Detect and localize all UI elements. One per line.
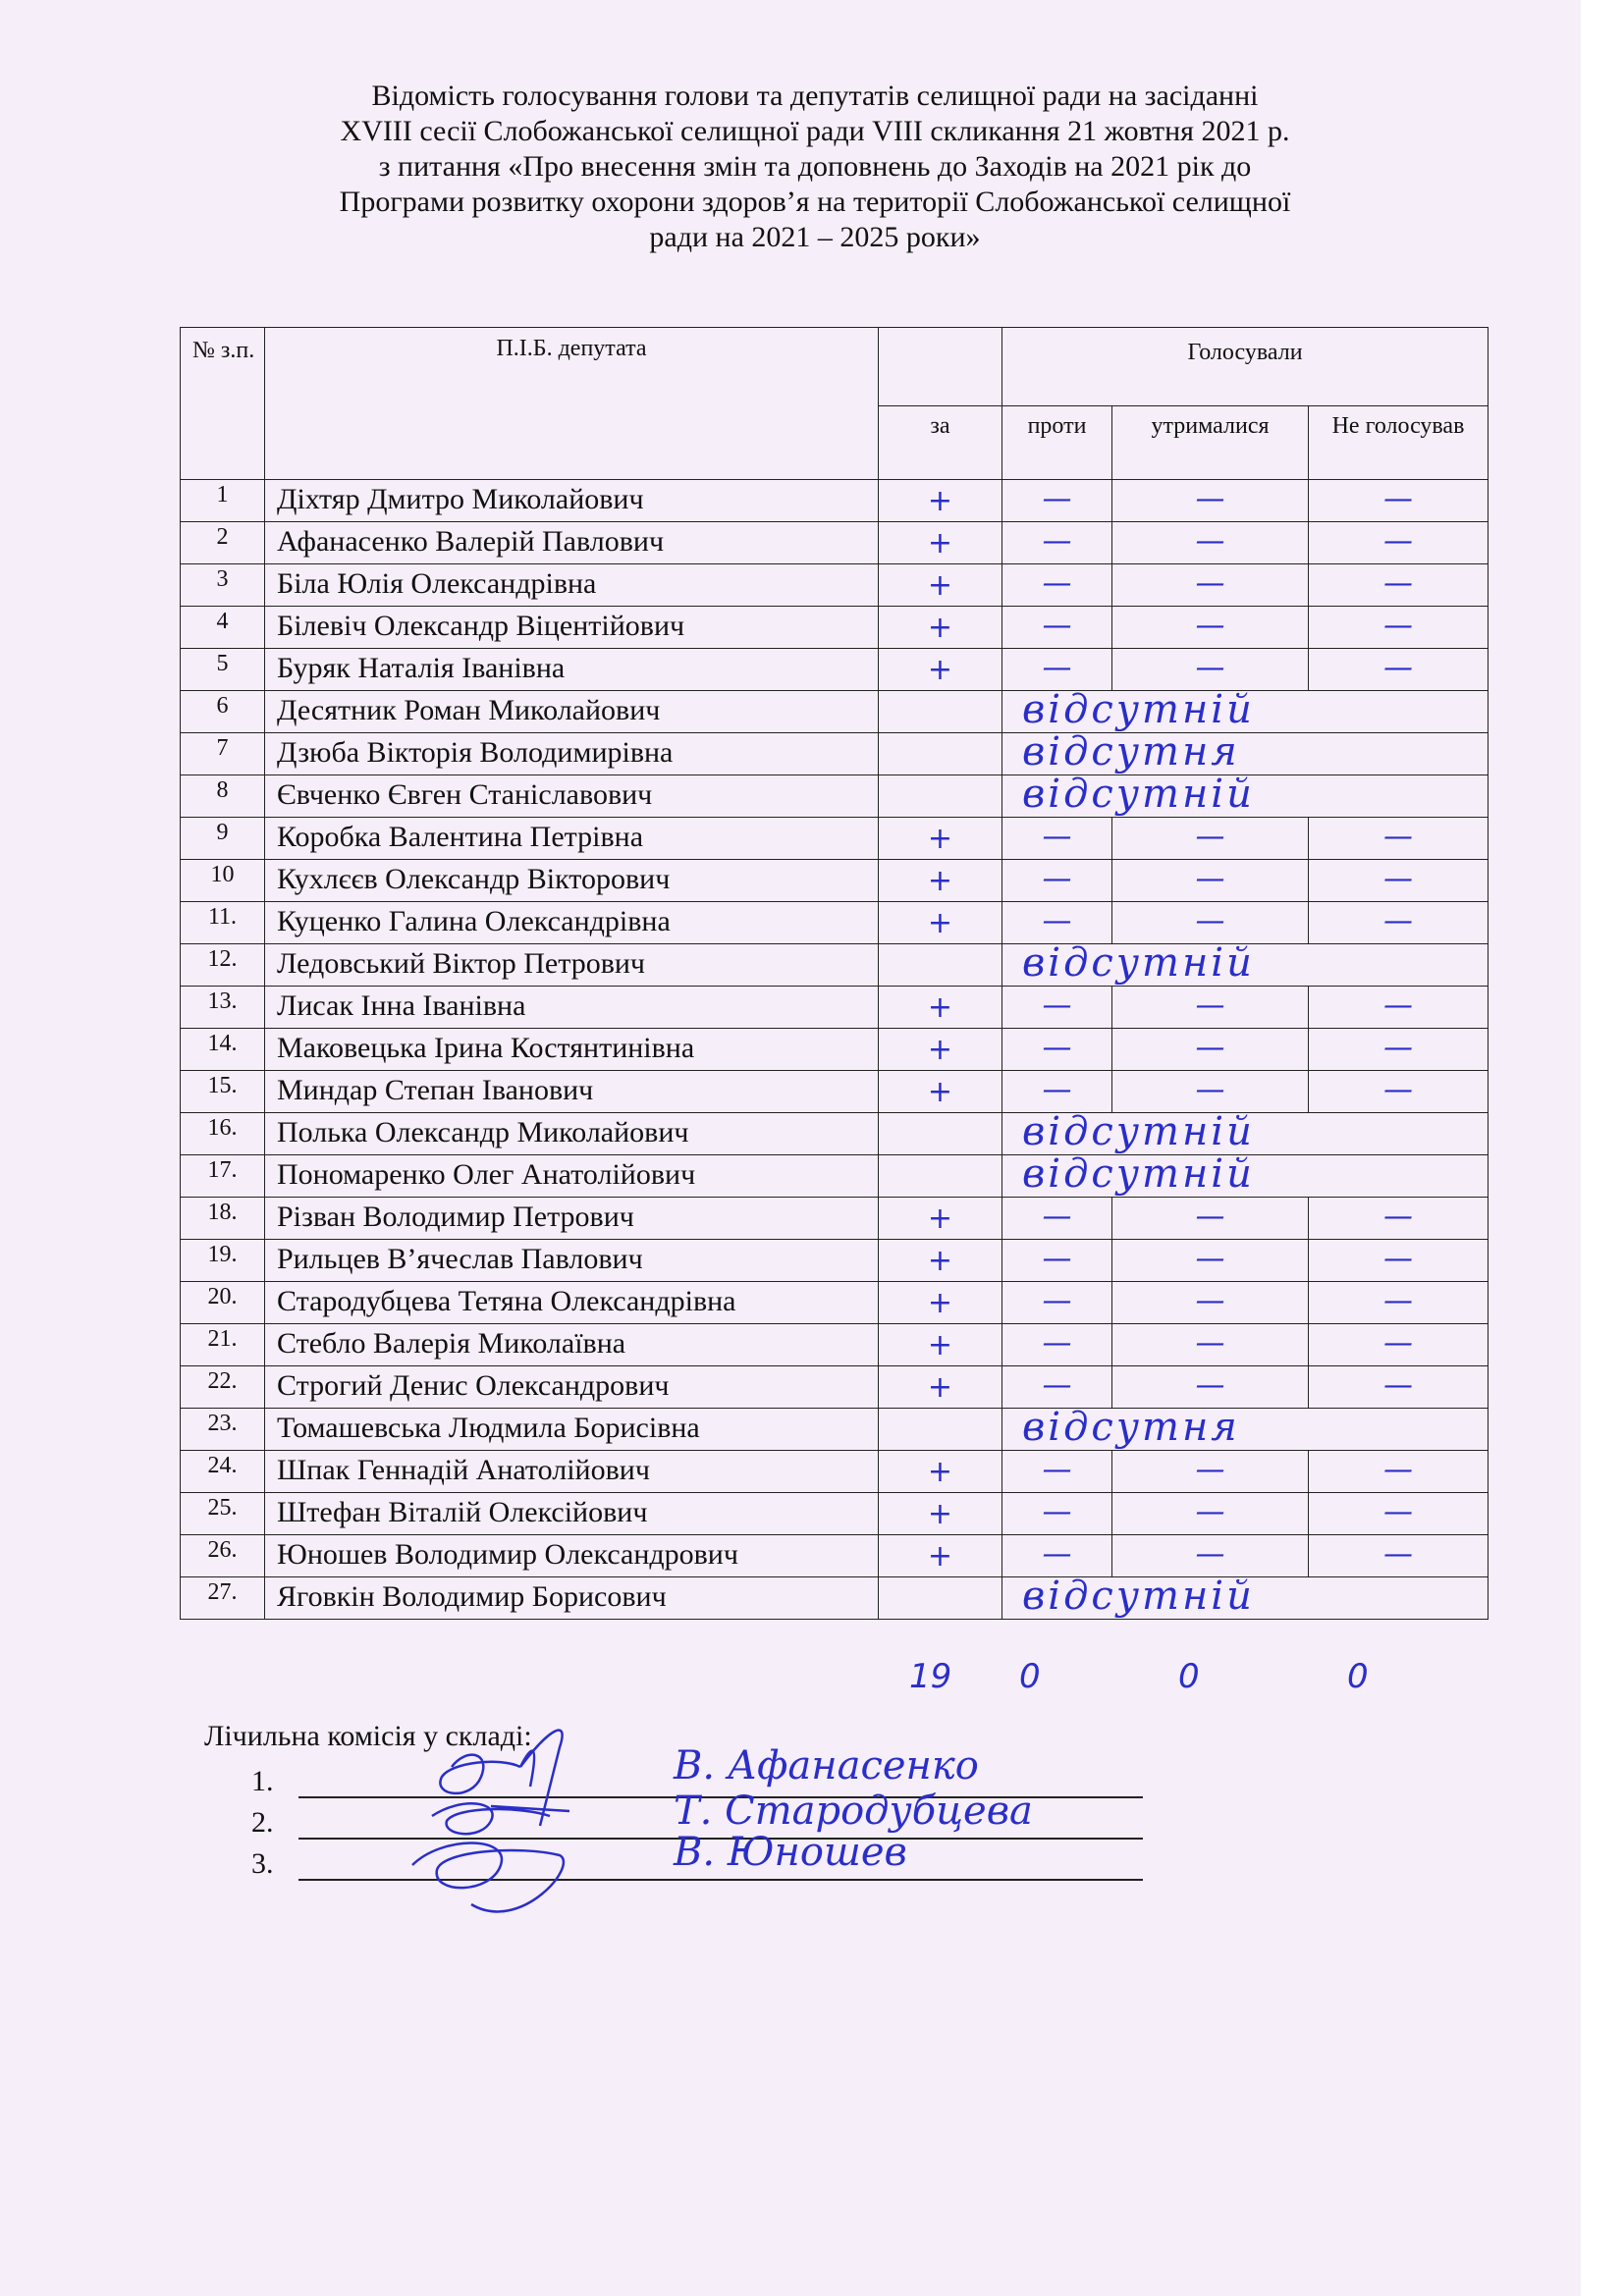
vote-for-cell — [879, 1155, 1002, 1198]
vote-against-cell — [1002, 1029, 1112, 1071]
total-abstained: 0 — [1178, 1657, 1200, 1696]
vote-not-voted-mark: — — [1383, 566, 1414, 601]
deputy-name: Строгий Денис Олександрович — [265, 1366, 879, 1409]
row-number: 25. — [181, 1493, 265, 1535]
table-row — [181, 1493, 1489, 1535]
table-row — [181, 1535, 1489, 1577]
absent-cell — [1002, 1151, 1489, 1198]
vote-not-voted-cell — [1309, 860, 1489, 902]
vote-abstained-mark: — — [1195, 1495, 1225, 1529]
deputy-name: Шпак Геннадій Анатолійович — [265, 1451, 879, 1493]
table-row — [181, 649, 1489, 691]
table-row — [181, 691, 1489, 733]
table-row — [181, 818, 1489, 860]
header-against: проти — [1002, 406, 1112, 480]
vote-abstained-cell — [1112, 649, 1309, 691]
vote-not-voted-mark: — — [1383, 1453, 1414, 1487]
vote-against-mark: — — [1042, 904, 1072, 938]
deputy-name: Біла Юлія Олександрівна — [265, 564, 879, 607]
vote-not-voted-cell — [1309, 1451, 1489, 1493]
vote-abstained-cell — [1112, 860, 1309, 902]
vote-abstained-mark: — — [1195, 1073, 1225, 1107]
deputy-name: Лисак Інна Іванівна — [265, 987, 879, 1029]
vote-not-voted-cell — [1309, 522, 1489, 564]
vote-abstained-mark: — — [1195, 1326, 1225, 1361]
deputy-name: Стародубцева Тетяна Олександрівна — [265, 1282, 879, 1324]
title-line: Програми розвитку охорони здоров’я на території Слобожанської селищної — [339, 186, 1291, 218]
table-row — [181, 607, 1489, 649]
vote-not-voted-mark: — — [1383, 651, 1414, 685]
vote-for-mark: + — [927, 1075, 953, 1109]
absent-note: відсутній — [1022, 772, 1255, 817]
commission-number: 3. — [251, 1847, 274, 1880]
table-row — [181, 1240, 1489, 1282]
row-number: 9 — [181, 818, 265, 860]
row-number: 17. — [181, 1155, 265, 1198]
vote-abstained-cell — [1112, 1282, 1309, 1324]
table-row — [181, 1577, 1489, 1620]
deputy-name: Пономаренко Олег Анатолійович — [265, 1155, 879, 1198]
vote-against-mark: — — [1042, 524, 1072, 559]
vote-for-cell — [879, 775, 1002, 818]
total-for: 19 — [909, 1657, 952, 1696]
row-number: 23. — [181, 1409, 265, 1451]
vote-against-mark: — — [1042, 1537, 1072, 1572]
row-number: 13. — [181, 987, 265, 1029]
vote-against-cell — [1002, 1240, 1112, 1282]
vote-for-cell — [879, 1282, 1002, 1324]
row-number: 16. — [181, 1113, 265, 1155]
vote-not-voted-cell — [1309, 1071, 1489, 1113]
vote-against-mark: — — [1042, 1242, 1072, 1276]
table-row — [181, 1029, 1489, 1071]
vote-not-voted-mark: — — [1383, 988, 1414, 1023]
vote-for-cell — [879, 1409, 1002, 1451]
vote-against-mark: — — [1042, 1453, 1072, 1487]
header-number: № з.п. — [181, 328, 265, 480]
vote-abstained-cell — [1112, 1029, 1309, 1071]
vote-abstained-mark: — — [1195, 820, 1225, 854]
vote-abstained-cell — [1112, 1240, 1309, 1282]
vote-for-cell — [879, 1451, 1002, 1493]
deputy-name: Яговкін Володимир Борисович — [265, 1577, 879, 1620]
row-number: 8 — [181, 775, 265, 818]
vote-not-voted-cell — [1309, 1198, 1489, 1240]
vote-not-voted-mark: — — [1383, 1031, 1414, 1065]
row-number: 1 — [181, 480, 265, 522]
table-row — [181, 1451, 1489, 1493]
absent-note: відсутній — [1022, 1574, 1255, 1619]
absent-note: відсутній — [1022, 940, 1255, 986]
deputy-name: Маковецька Ірина Костянтинівна — [265, 1029, 879, 1071]
vote-abstained-mark: — — [1195, 524, 1225, 559]
vote-against-mark: — — [1042, 482, 1072, 516]
table-row — [181, 1155, 1489, 1198]
vote-for-mark: + — [927, 906, 953, 940]
vote-for-cell — [879, 1324, 1002, 1366]
vote-abstained-cell — [1112, 480, 1309, 522]
table-row — [181, 1366, 1489, 1409]
vote-totals — [0, 1657, 1624, 1696]
vote-for-cell — [879, 818, 1002, 860]
deputy-name: Рильцев В’ячеслав Павлович — [265, 1240, 879, 1282]
vote-abstained-mark: — — [1195, 1031, 1225, 1065]
deputy-name: Томашевська Людмила Борисівна — [265, 1409, 879, 1451]
vote-against-mark: — — [1042, 1368, 1072, 1403]
vote-for-cell — [879, 649, 1002, 691]
commission-line-2 — [251, 1789, 1033, 1840]
absent-cell — [1002, 687, 1489, 733]
vote-not-voted-mark: — — [1383, 1326, 1414, 1361]
table-row — [181, 1113, 1489, 1155]
vote-for-cell — [879, 1366, 1002, 1409]
vote-against-mark: — — [1042, 1073, 1072, 1107]
vote-not-voted-cell — [1309, 1240, 1489, 1282]
signature-stroke — [440, 1751, 534, 1793]
vote-for-mark: + — [927, 568, 953, 603]
header-abstained: утрималися — [1112, 406, 1309, 480]
vote-not-voted-mark: — — [1383, 1242, 1414, 1276]
absent-cell — [1002, 1109, 1489, 1155]
deputy-name: Полька Олександр Миколайович — [265, 1113, 879, 1155]
vote-not-voted-cell — [1309, 1366, 1489, 1409]
total-against: 0 — [1019, 1657, 1041, 1696]
vote-abstained-mark: — — [1195, 482, 1225, 516]
vote-not-voted-mark: — — [1383, 904, 1414, 938]
vote-for-cell — [879, 691, 1002, 733]
row-number: 11. — [181, 902, 265, 944]
deputy-name: Дзюба Вікторія Володимирівна — [265, 733, 879, 775]
vote-for-cell — [879, 860, 1002, 902]
vote-abstained-cell — [1112, 607, 1309, 649]
vote-against-cell — [1002, 607, 1112, 649]
table-row — [181, 1409, 1489, 1451]
vote-against-mark: — — [1042, 862, 1072, 896]
table-row — [181, 1198, 1489, 1240]
vote-abstained-cell — [1112, 564, 1309, 607]
vote-against-cell — [1002, 1324, 1112, 1366]
vote-against-mark: — — [1042, 566, 1072, 601]
vote-not-voted-cell — [1309, 1535, 1489, 1577]
handwritten-signatures — [373, 1708, 687, 1944]
vote-against-cell — [1002, 1493, 1112, 1535]
vote-for-mark: + — [927, 526, 953, 561]
vote-abstained-mark: — — [1195, 1537, 1225, 1572]
row-number: 2 — [181, 522, 265, 564]
vote-abstained-mark: — — [1195, 651, 1225, 685]
title-line: з питання «Про внесення змін та доповнень до Заходів на 2021 рік до — [378, 150, 1252, 183]
table-body — [181, 480, 1489, 1620]
header-voted: Голосували — [1002, 328, 1489, 406]
vote-for-cell — [879, 944, 1002, 987]
vote-against-mark: — — [1042, 820, 1072, 854]
title-line: XVIII сесії Слобожанської селищної ради VIII скликання 21 жовтня 2021 р. — [340, 115, 1290, 147]
vote-for-cell — [879, 1113, 1002, 1155]
commission-line-3 — [251, 1830, 907, 1881]
vote-against-cell — [1002, 480, 1112, 522]
vote-abstained-mark: — — [1195, 904, 1225, 938]
absent-note: відсутній — [1022, 687, 1255, 732]
vote-for-mark: + — [927, 864, 953, 898]
vote-not-voted-mark: — — [1383, 1073, 1414, 1107]
deputy-name: Євченко Євген Станіславович — [265, 775, 879, 818]
vote-not-voted-cell — [1309, 987, 1489, 1029]
vote-against-mark: — — [1042, 1326, 1072, 1361]
absent-note: відсутня — [1022, 729, 1240, 774]
row-number: 6 — [181, 691, 265, 733]
deputy-name: Діхтяр Дмитро Миколайович — [265, 480, 879, 522]
page-edge — [1581, 0, 1624, 2296]
vote-against-mark: — — [1042, 988, 1072, 1023]
table-row — [181, 987, 1489, 1029]
vote-for-cell — [879, 480, 1002, 522]
vote-for-cell — [879, 607, 1002, 649]
deputy-name: Десятник Роман Миколайович — [265, 691, 879, 733]
vote-abstained-cell — [1112, 1071, 1309, 1113]
vote-against-cell — [1002, 564, 1112, 607]
title-line: ради на 2021 – 2025 роки» — [649, 221, 981, 253]
row-number: 7 — [181, 733, 265, 775]
signature-name: В. Юношев — [674, 1830, 907, 1875]
row-number: 4 — [181, 607, 265, 649]
absent-note: відсутня — [1022, 1405, 1240, 1450]
vote-for-mark: + — [927, 1033, 953, 1067]
vote-not-voted-cell — [1309, 564, 1489, 607]
vote-for-mark: + — [927, 1497, 953, 1531]
document-title — [128, 79, 1502, 255]
vote-against-mark: — — [1042, 1031, 1072, 1065]
vote-against-cell — [1002, 860, 1112, 902]
vote-abstained-cell — [1112, 1493, 1309, 1535]
vote-for-cell — [879, 1071, 1002, 1113]
vote-for-mark: + — [927, 484, 953, 518]
row-number: 20. — [181, 1282, 265, 1324]
voting-table — [180, 327, 1489, 1620]
row-number: 24. — [181, 1451, 265, 1493]
vote-for-cell — [879, 987, 1002, 1029]
deputy-name: Штефан Віталій Олексійович — [265, 1493, 879, 1535]
vote-not-voted-cell — [1309, 480, 1489, 522]
table-row — [181, 733, 1489, 775]
signature-stroke — [412, 1843, 564, 1912]
row-number: 22. — [181, 1366, 265, 1409]
deputy-name: Ледовський Віктор Петрович — [265, 944, 879, 987]
vote-for-cell — [879, 733, 1002, 775]
commission-label: Лічильна комісія у складі: — [204, 1720, 532, 1752]
vote-not-voted-mark: — — [1383, 524, 1414, 559]
deputy-name: Буряк Наталія Іванівна — [265, 649, 879, 691]
vote-for-cell — [879, 522, 1002, 564]
table-row — [181, 775, 1489, 818]
vote-against-cell — [1002, 1451, 1112, 1493]
vote-abstained-cell — [1112, 1535, 1309, 1577]
vote-not-voted-mark: — — [1383, 482, 1414, 516]
vote-against-mark: — — [1042, 651, 1072, 685]
vote-not-voted-mark: — — [1383, 820, 1414, 854]
header-for: за — [879, 406, 1002, 480]
vote-for-cell — [879, 1535, 1002, 1577]
vote-abstained-cell — [1112, 1366, 1309, 1409]
vote-not-voted-cell — [1309, 902, 1489, 944]
vote-for-mark: + — [927, 1286, 953, 1320]
table-row — [181, 522, 1489, 564]
row-number: 5 — [181, 649, 265, 691]
deputy-name: Юношев Володимир Олександрович — [265, 1535, 879, 1577]
vote-abstained-cell — [1112, 1451, 1309, 1493]
vote-against-cell — [1002, 1535, 1112, 1577]
header-name: П.І.Б. депутата — [265, 328, 879, 480]
vote-for-cell — [879, 1240, 1002, 1282]
row-number: 10 — [181, 860, 265, 902]
vote-against-cell — [1002, 1366, 1112, 1409]
commission-number: 2. — [251, 1806, 274, 1839]
vote-for-mark: + — [927, 611, 953, 645]
vote-against-mark: — — [1042, 609, 1072, 643]
vote-against-cell — [1002, 1198, 1112, 1240]
vote-not-voted-cell — [1309, 607, 1489, 649]
vote-not-voted-cell — [1309, 818, 1489, 860]
deputy-name: Коробка Валентина Петрівна — [265, 818, 879, 860]
row-number: 27. — [181, 1577, 265, 1620]
vote-not-voted-mark: — — [1383, 1495, 1414, 1529]
deputy-name: Стебло Валерія Миколаївна — [265, 1324, 879, 1366]
vote-abstained-cell — [1112, 522, 1309, 564]
absent-note: відсутній — [1022, 1109, 1255, 1154]
vote-against-cell — [1002, 1071, 1112, 1113]
total-not-voted: 0 — [1347, 1657, 1369, 1696]
vote-not-voted-mark: — — [1383, 1368, 1414, 1403]
table-row — [181, 564, 1489, 607]
table-row — [181, 944, 1489, 987]
vote-not-voted-cell — [1309, 1493, 1489, 1535]
absent-cell — [1002, 1405, 1489, 1451]
deputy-name: Афанасенко Валерій Павлович — [265, 522, 879, 564]
vote-abstained-cell — [1112, 902, 1309, 944]
signature-name: В. Афанасенко — [674, 1743, 979, 1789]
row-number: 26. — [181, 1535, 265, 1577]
vote-abstained-mark: — — [1195, 862, 1225, 896]
vote-for-cell — [879, 1493, 1002, 1535]
row-number: 15. — [181, 1071, 265, 1113]
vote-for-mark: + — [927, 1244, 953, 1278]
title-line: Відомість голосування голови та депутатів селищної ради на засіданні — [371, 80, 1259, 112]
vote-against-cell — [1002, 818, 1112, 860]
row-number: 3 — [181, 564, 265, 607]
vote-against-cell — [1002, 987, 1112, 1029]
commission-number: 1. — [251, 1765, 274, 1797]
vote-not-voted-cell — [1309, 649, 1489, 691]
vote-against-cell — [1002, 1282, 1112, 1324]
absent-cell — [1002, 1574, 1489, 1620]
vote-abstained-cell — [1112, 818, 1309, 860]
deputy-name: Миндар Степан Іванович — [265, 1071, 879, 1113]
vote-for-cell — [879, 902, 1002, 944]
deputy-name: Кухлєєв Олександр Вікторович — [265, 860, 879, 902]
vote-not-voted-cell — [1309, 1282, 1489, 1324]
vote-for-mark: + — [927, 1455, 953, 1489]
signature-stroke — [432, 1803, 569, 1834]
vote-for-mark: + — [927, 1539, 953, 1574]
table-row — [181, 1324, 1489, 1366]
vote-against-mark: — — [1042, 1200, 1072, 1234]
vote-for-mark: + — [927, 1370, 953, 1405]
signature-name: Т. Стародубцева — [674, 1789, 1033, 1834]
table-row — [181, 860, 1489, 902]
vote-abstained-mark: — — [1195, 609, 1225, 643]
commission-line-1 — [251, 1743, 979, 1798]
vote-not-voted-mark: — — [1383, 1537, 1414, 1572]
vote-abstained-mark: — — [1195, 1200, 1225, 1234]
vote-for-cell — [879, 564, 1002, 607]
vote-for-mark: + — [927, 1201, 953, 1236]
vote-abstained-mark: — — [1195, 988, 1225, 1023]
header-empty — [879, 328, 1002, 406]
deputy-name: Білевіч Олександр Віцентійович — [265, 607, 879, 649]
vote-abstained-mark: — — [1195, 566, 1225, 601]
absent-cell — [1002, 940, 1489, 987]
vote-abstained-cell — [1112, 1324, 1309, 1366]
vote-against-cell — [1002, 902, 1112, 944]
absent-cell — [1002, 729, 1489, 775]
vote-for-mark: + — [927, 653, 953, 687]
table-row — [181, 1282, 1489, 1324]
table-row — [181, 1071, 1489, 1113]
vote-not-voted-cell — [1309, 1029, 1489, 1071]
row-number: 19. — [181, 1240, 265, 1282]
deputy-name: Різван Володимир Петрович — [265, 1198, 879, 1240]
absent-note: відсутній — [1022, 1151, 1255, 1197]
vote-for-cell — [879, 1577, 1002, 1620]
deputy-name: Куценко Галина Олександрівна — [265, 902, 879, 944]
absent-cell — [1002, 772, 1489, 818]
vote-not-voted-mark: — — [1383, 862, 1414, 896]
vote-abstained-mark: — — [1195, 1284, 1225, 1318]
vote-abstained-cell — [1112, 987, 1309, 1029]
row-number: 18. — [181, 1198, 265, 1240]
vote-abstained-mark: — — [1195, 1242, 1225, 1276]
vote-not-voted-cell — [1309, 1324, 1489, 1366]
header-not-voted: Не голосував — [1309, 406, 1489, 480]
vote-for-cell — [879, 1029, 1002, 1071]
vote-not-voted-mark: — — [1383, 1284, 1414, 1318]
vote-for-cell — [879, 1198, 1002, 1240]
vote-not-voted-mark: — — [1383, 1200, 1414, 1234]
vote-against-cell — [1002, 649, 1112, 691]
vote-for-mark: + — [927, 822, 953, 856]
vote-abstained-mark: — — [1195, 1453, 1225, 1487]
row-number: 14. — [181, 1029, 265, 1071]
row-number: 12. — [181, 944, 265, 987]
vote-against-mark: — — [1042, 1495, 1072, 1529]
table-row — [181, 902, 1489, 944]
vote-against-mark: — — [1042, 1284, 1072, 1318]
table-row — [181, 480, 1489, 522]
vote-for-mark: + — [927, 990, 953, 1025]
vote-abstained-mark: — — [1195, 1368, 1225, 1403]
row-number: 21. — [181, 1324, 265, 1366]
vote-against-cell — [1002, 522, 1112, 564]
vote-abstained-cell — [1112, 1198, 1309, 1240]
vote-not-voted-mark: — — [1383, 609, 1414, 643]
vote-for-mark: + — [927, 1328, 953, 1362]
